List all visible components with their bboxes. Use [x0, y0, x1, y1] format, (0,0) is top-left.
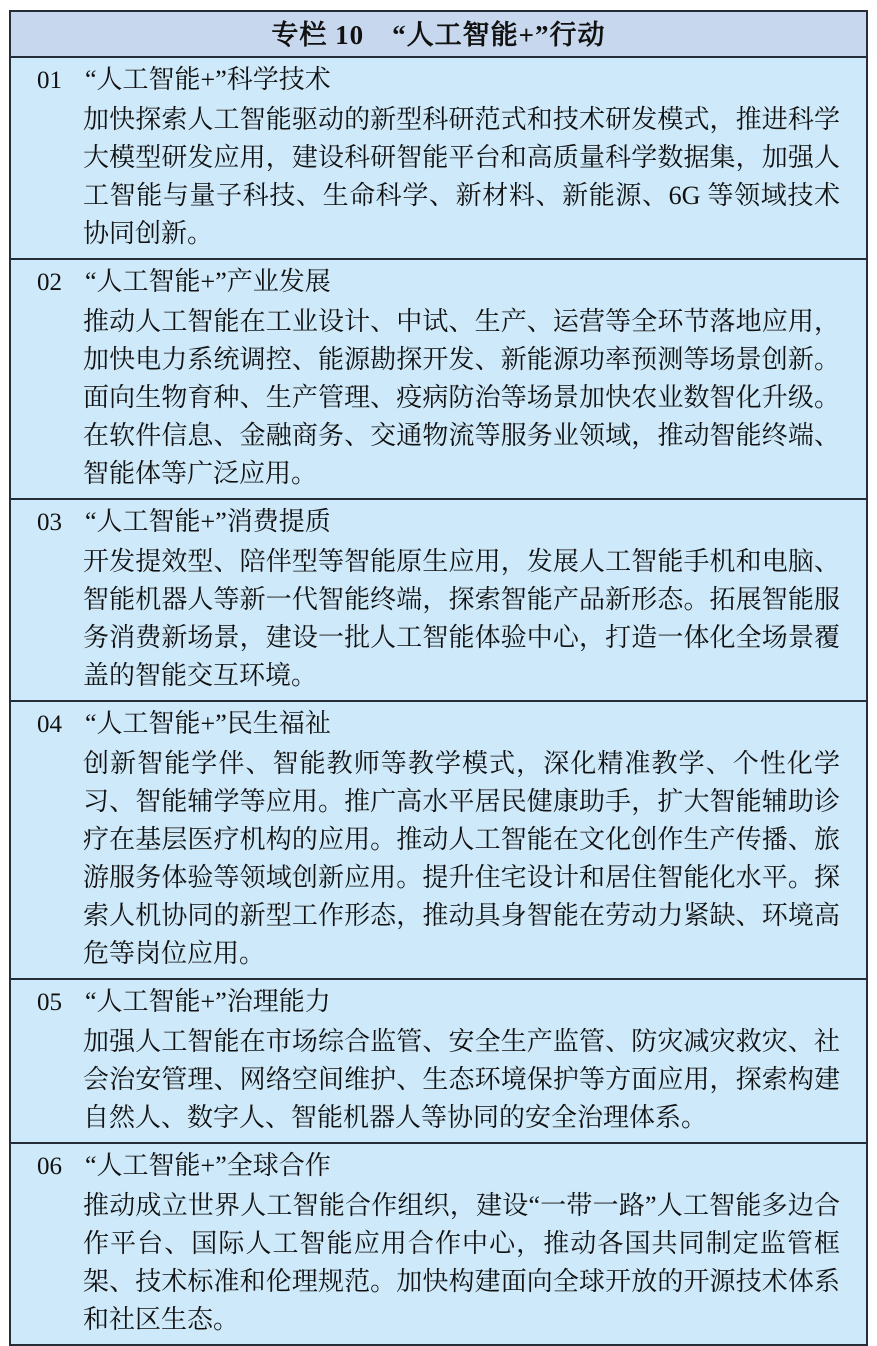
section-number: 05: [37, 989, 62, 1016]
section-number: 03: [37, 509, 62, 536]
section-01: [11, 58, 866, 258]
section-02: [11, 258, 866, 498]
section-number: 06: [37, 1153, 62, 1180]
section-number: 04: [37, 711, 62, 738]
section-body: 推动人工智能在工业设计、中试、生产、运营等全环节落地应用，加快电力系统调控、能源勘探开发、新能源功率预测等场景创新。面向生物育种、生产管理、疫病防治等场景加快农业数智化升级。在软件信息、金融商务、交通物流等服务业领域，推动智能终端、智能体等广泛应用。: [83, 307, 840, 488]
section-title: [37, 1145, 840, 1187]
column-box-title: 专栏 10 “人工智能+”行动: [11, 12, 866, 58]
section-number: 01: [37, 67, 62, 94]
section-body: 推动成立世界人工智能合作组织，建设“一带一路”人工智能多边合作平台、国际人工智能应用合作中心，推动各国共同制定监管框架、技术标准和伦理规范。加快构建面向全球开放的开源技术体系和社区生态。: [83, 1191, 840, 1334]
section-title-text: “人工智能+”全球合作: [85, 1151, 331, 1180]
section-body: 加快探索人工智能驱动的新型科研范式和技术研发模式，推进科学大模型研发应用，建设科研智能平台和高质量科学数据集，加强人工智能与量子科技、生命科学、新材料、新能源、6G 等领域技术协同创新。: [83, 105, 840, 248]
section-title: [37, 261, 840, 303]
section-body: 开发提效型、陪伴型等智能原生应用，发展人工智能手机和电脑、智能机器人等新一代智能终端，探索智能产品新形态。拓展智能服务消费新场景，建设一批人工智能体验中心，打造一体化全场景覆盖的智能交互环境。: [83, 547, 840, 690]
section-06: [11, 1142, 866, 1344]
section-number: 02: [37, 269, 62, 296]
section-04: [11, 700, 866, 978]
section-title: [37, 981, 840, 1023]
section-title: [37, 703, 840, 745]
section-body: 加强人工智能在市场综合监管、安全生产监管、防灾减灾救灾、社会治安管理、网络空间维护、生态环境保护等方面应用，探索构建自然人、数字人、智能机器人等协同的安全治理体系。: [83, 1027, 840, 1132]
section-title-text: “人工智能+”科学技术: [85, 65, 331, 94]
column-box: [9, 10, 868, 1346]
section-body: 创新智能学伴、智能教师等教学模式，深化精准教学、个性化学习、智能辅学等应用。推广高水平居民健康助手，扩大智能辅助诊疗在基层医疗机构的应用。推动人工智能在文化创作生产传播、旅游服务体验等领域创新应用。提升住宅设计和居住智能化水平。探索人机协同的新型工作形态，推动具身智能在劳动力紧缺、环境高危等岗位应用。: [83, 749, 840, 968]
section-title-text: “人工智能+”民生福祉: [85, 709, 331, 738]
section-03: [11, 498, 866, 700]
section-title: [37, 501, 840, 543]
section-title-text: “人工智能+”产业发展: [85, 267, 331, 296]
section-05: [11, 978, 866, 1142]
section-title-text: “人工智能+”治理能力: [85, 987, 331, 1016]
section-title: [37, 59, 840, 101]
section-title-text: “人工智能+”消费提质: [85, 507, 331, 536]
